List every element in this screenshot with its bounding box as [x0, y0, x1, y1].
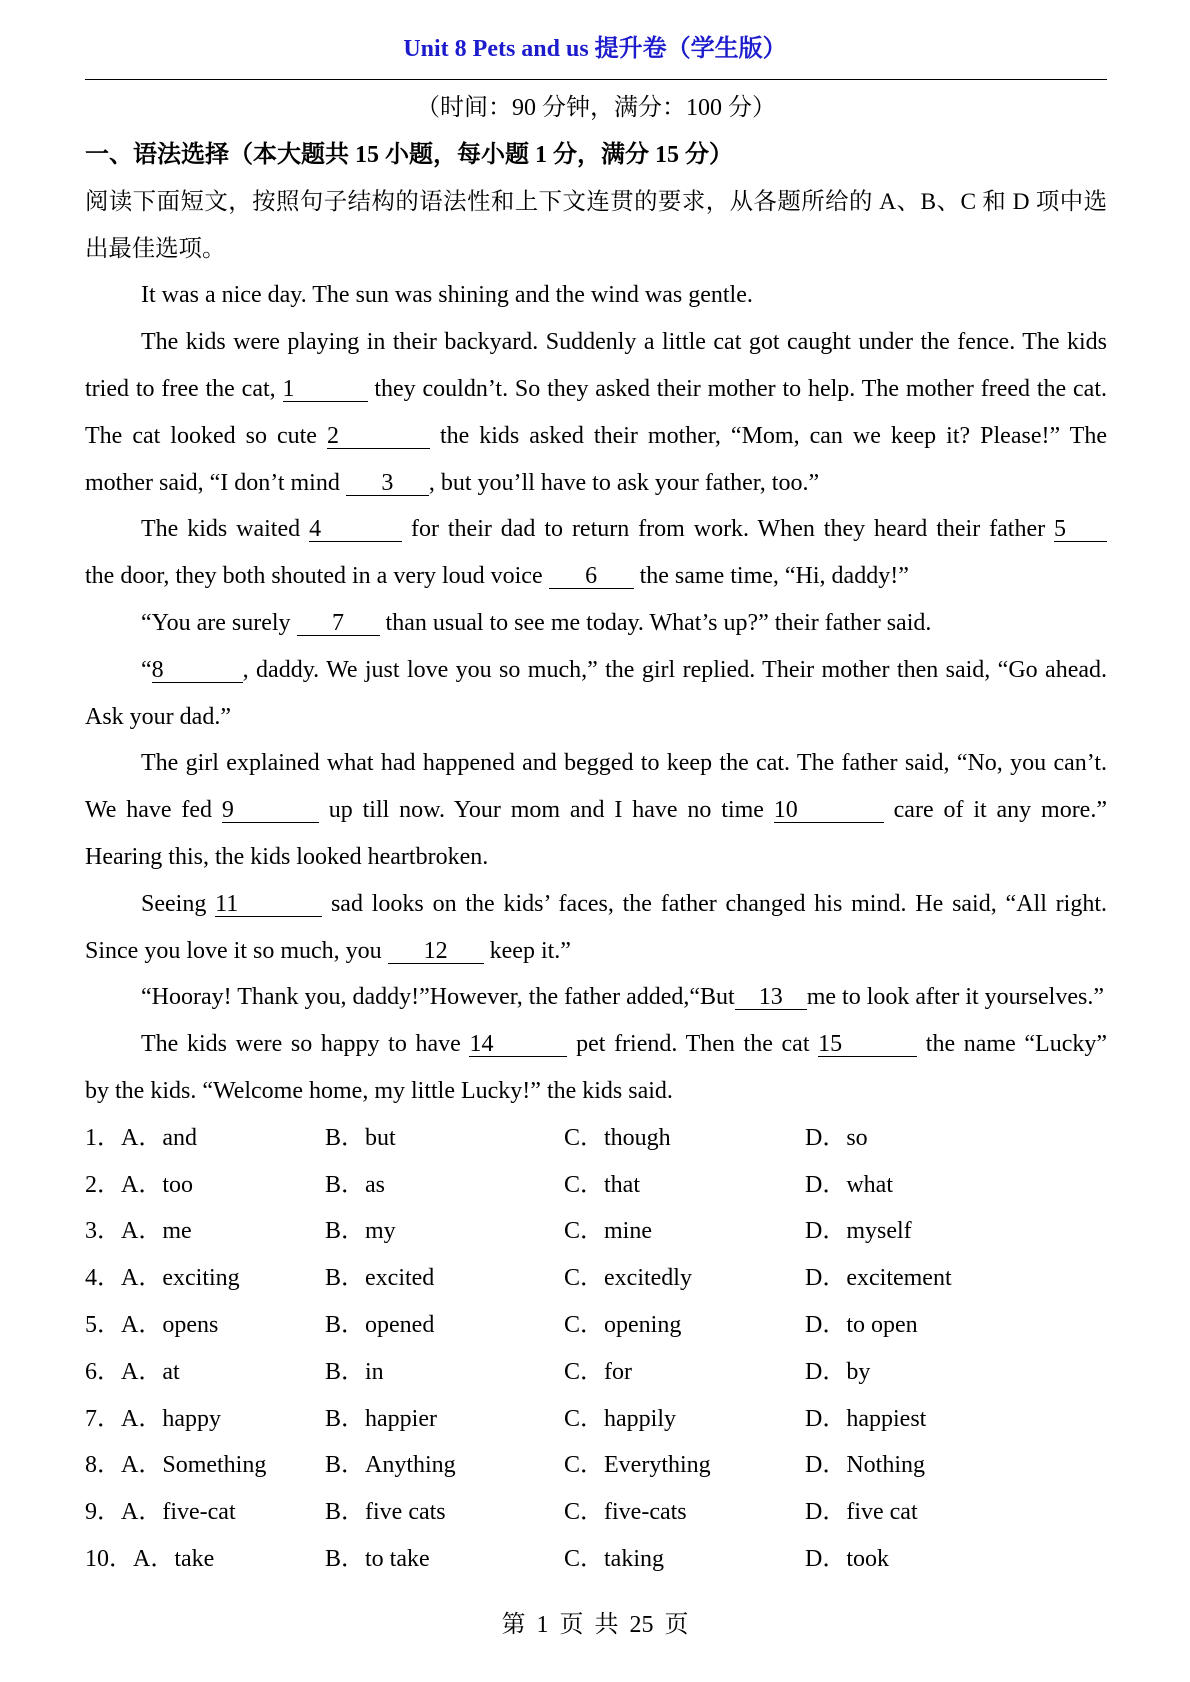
passage-text: “You are surely	[141, 609, 297, 636]
passage-text: The kids were playing in their backyard. Suddenly a little cat got caught under the fence. The kids	[141, 329, 1107, 356]
option-cell	[85, 1442, 266, 1489]
question-number: 2．	[85, 1171, 121, 1198]
option-text: as	[365, 1171, 386, 1198]
option-label: C．	[564, 1358, 605, 1385]
passage-text: pet friend. Then the cat	[567, 1031, 819, 1058]
passage-text: tried to free the cat,	[85, 375, 283, 402]
passage-text: We have fed	[85, 797, 222, 824]
passage-line	[85, 694, 1107, 741]
question-number: 6．	[85, 1358, 121, 1385]
passage-line	[85, 460, 1107, 507]
option-label: B．	[325, 1124, 366, 1151]
question-row	[85, 1489, 1107, 1536]
passage-text: It was a nice day. The sun was shining and the wind was gentle.	[141, 282, 753, 309]
option-cell	[564, 1442, 711, 1489]
option-text: Nothing	[846, 1452, 926, 1479]
answer-blank: 7	[297, 611, 380, 636]
answer-blank: 12	[388, 939, 484, 964]
passage-line	[85, 272, 1107, 319]
option-label: B．	[325, 1545, 366, 1572]
passage-text: keep it.”	[483, 937, 571, 964]
title-divider	[85, 79, 1107, 80]
question-row	[85, 1115, 1107, 1162]
option-text: happy	[162, 1405, 221, 1432]
option-label: D．	[805, 1124, 847, 1151]
option-label: B．	[325, 1358, 366, 1385]
option-cell	[85, 1536, 214, 1583]
option-cell	[805, 1115, 868, 1162]
question-row	[85, 1442, 1107, 1489]
option-text: take	[174, 1545, 215, 1572]
option-cell	[805, 1489, 918, 1536]
option-text: happiest	[846, 1405, 927, 1432]
option-text: happier	[365, 1405, 437, 1432]
answer-blank: 15	[818, 1032, 917, 1057]
option-cell	[805, 1208, 912, 1255]
option-cell	[85, 1349, 180, 1396]
option-text: but	[365, 1124, 396, 1151]
option-cell	[564, 1302, 681, 1349]
answer-blank: 10	[774, 798, 884, 823]
passage-text: by the kids. “Welcome home, my little Lucky!” the kids said.	[85, 1077, 673, 1104]
answer-blank: 5	[1054, 517, 1107, 542]
option-label: A．	[121, 1311, 163, 1338]
option-label: A．	[121, 1218, 163, 1245]
option-label: C．	[564, 1265, 605, 1292]
option-text: five-cat	[162, 1499, 236, 1526]
option-label: D．	[805, 1405, 847, 1432]
option-text: five cat	[846, 1499, 918, 1526]
answer-blank: 8	[152, 658, 243, 683]
option-label: B．	[325, 1311, 366, 1338]
passage-line	[85, 1021, 1107, 1068]
passage-paragraph	[85, 272, 1107, 319]
option-cell	[325, 1396, 437, 1443]
option-text: by	[846, 1358, 871, 1385]
question-row	[85, 1396, 1107, 1443]
option-label: B．	[325, 1171, 366, 1198]
option-label: A．	[121, 1171, 163, 1198]
answer-blank: 1	[283, 377, 368, 402]
passage-line	[85, 647, 1107, 694]
passage-line	[85, 319, 1107, 366]
option-text: for	[604, 1358, 632, 1385]
passage-paragraph	[85, 1021, 1107, 1115]
passage-text: “Hooray! Thank you, daddy!”However, the father added,“But	[141, 984, 735, 1011]
option-text: what	[846, 1171, 893, 1198]
passage-text: The kids waited	[141, 516, 310, 543]
passage-paragraph	[85, 647, 1107, 741]
question-row	[85, 1536, 1107, 1583]
option-label: A．	[121, 1499, 163, 1526]
option-cell	[85, 1255, 240, 1302]
option-text: myself	[846, 1218, 912, 1245]
option-cell	[805, 1349, 870, 1396]
option-text: that	[604, 1171, 641, 1198]
option-label: B．	[325, 1452, 366, 1479]
option-label: D．	[805, 1545, 847, 1572]
option-cell	[325, 1442, 456, 1489]
question-row	[85, 1162, 1107, 1209]
option-text: and	[162, 1124, 197, 1151]
option-text: in	[365, 1358, 384, 1385]
option-cell	[85, 1115, 197, 1162]
passage-text: , but you’ll have to ask your father, too.”	[428, 469, 820, 496]
option-cell	[325, 1349, 384, 1396]
passage-text: sad looks on the kids’ faces, the father changed his mind. He said, “All right.	[322, 890, 1107, 917]
option-label: D．	[805, 1452, 847, 1479]
question-row	[85, 1302, 1107, 1349]
passage-paragraph	[85, 319, 1107, 506]
option-label: D．	[805, 1358, 847, 1385]
passage-line	[85, 600, 1107, 647]
option-text: excited	[365, 1265, 435, 1292]
option-cell	[85, 1162, 193, 1209]
option-cell	[564, 1349, 632, 1396]
passage-text: mother said, “I don’t mind	[85, 469, 346, 496]
answer-blank: 9	[222, 798, 319, 823]
option-text: excitement	[846, 1265, 952, 1292]
passage-text: the same time, “Hi, daddy!”	[633, 563, 909, 590]
option-text: to take	[365, 1545, 430, 1572]
option-cell	[325, 1115, 396, 1162]
option-cell	[325, 1162, 385, 1209]
option-label: C．	[564, 1124, 605, 1151]
answer-blank: 2	[327, 424, 430, 449]
option-label: C．	[564, 1545, 605, 1572]
option-cell	[325, 1302, 434, 1349]
question-number: 5．	[85, 1311, 121, 1338]
option-text: to open	[846, 1311, 918, 1338]
option-cell	[325, 1536, 430, 1583]
section-instructions	[85, 179, 1107, 273]
passage-text: they couldn’t. So they asked their mother to help. The mother freed the cat.	[367, 375, 1107, 402]
answer-blank: 3	[346, 471, 429, 496]
exam-time-score: （时间：90 分钟，满分：100 分）	[416, 95, 776, 122]
option-cell	[564, 1162, 640, 1209]
passage-paragraph	[85, 600, 1107, 647]
passage-text: Hearing this, the kids looked heartbroken.	[85, 843, 489, 870]
question-number: 7．	[85, 1405, 121, 1432]
page-number: 第 1 页 共 25 页	[501, 1612, 689, 1638]
option-text: mine	[604, 1218, 653, 1245]
question-row	[85, 1349, 1107, 1396]
question-number: 10．	[85, 1545, 133, 1572]
question-list	[85, 1115, 1107, 1583]
option-text: my	[365, 1218, 396, 1245]
passage-text: for their dad to return from work. When they heard their father	[402, 516, 1055, 543]
question-number: 1．	[85, 1124, 121, 1151]
section-heading: 一、语法选择（本大题共 15 小题，每小题 1 分，满分 15 分）	[85, 141, 733, 168]
passage-text: The kids were so happy to have	[141, 1031, 470, 1058]
option-cell	[805, 1536, 889, 1583]
question-row	[85, 1255, 1107, 1302]
page-title: Unit 8 Pets and us 提升卷（学生版）	[403, 36, 787, 62]
option-label: A．	[121, 1452, 163, 1479]
passage-text: Ask your dad.”	[85, 703, 231, 730]
option-text: Anything	[365, 1452, 456, 1479]
option-label: A．	[133, 1545, 175, 1572]
passage-line	[85, 413, 1107, 460]
option-label: A．	[121, 1405, 163, 1432]
answer-blank: 13	[735, 985, 807, 1010]
option-label: B．	[325, 1405, 366, 1432]
option-cell	[805, 1255, 952, 1302]
option-text: me	[162, 1218, 192, 1245]
passage-line	[85, 881, 1107, 928]
question-number: 8．	[85, 1452, 121, 1479]
passage-paragraph	[85, 974, 1107, 1021]
option-cell	[805, 1162, 893, 1209]
option-cell	[564, 1489, 687, 1536]
option-cell	[564, 1396, 676, 1443]
passage-text: the door, they both shouted in a very loud voice	[85, 563, 549, 590]
passage-text: the kids asked their mother, “Mom, can we keep it? Please!” The	[429, 422, 1107, 449]
option-label: C．	[564, 1218, 605, 1245]
option-text: happily	[604, 1405, 677, 1432]
option-label: B．	[325, 1265, 366, 1292]
option-cell	[805, 1442, 925, 1489]
option-text: though	[604, 1124, 671, 1151]
passage-text: than usual to see me today. What’s up?” their father said.	[379, 609, 932, 636]
passage-line	[85, 834, 1107, 881]
option-label: D．	[805, 1499, 847, 1526]
option-cell	[564, 1208, 652, 1255]
option-label: D．	[805, 1171, 847, 1198]
option-cell	[805, 1302, 918, 1349]
passage-line	[85, 787, 1107, 834]
passage-text: the name “Lucky”	[917, 1031, 1107, 1058]
answer-blank: 4	[309, 517, 402, 542]
question-number: 3．	[85, 1218, 121, 1245]
option-text: opened	[365, 1311, 435, 1338]
passage-paragraph	[85, 881, 1107, 975]
option-text: took	[846, 1545, 890, 1572]
document-body	[85, 85, 1107, 1583]
option-label: B．	[325, 1499, 366, 1526]
passage-line	[85, 366, 1107, 413]
option-text: opens	[162, 1311, 219, 1338]
option-cell	[325, 1208, 396, 1255]
passage-paragraph	[85, 740, 1107, 880]
option-text: opening	[604, 1311, 682, 1338]
option-text: Everything	[604, 1452, 711, 1479]
option-label: C．	[564, 1311, 605, 1338]
passage-line	[85, 928, 1107, 975]
option-text: exciting	[162, 1265, 240, 1292]
passage-line	[85, 1068, 1107, 1115]
question-row	[85, 1208, 1107, 1255]
option-text: so	[846, 1124, 868, 1151]
answer-blank: 11	[215, 892, 322, 917]
passage-text: me to look after it yourselves.”	[806, 984, 1104, 1011]
option-label: D．	[805, 1265, 847, 1292]
passage-paragraph	[85, 506, 1107, 600]
option-cell	[325, 1255, 434, 1302]
option-text: five-cats	[604, 1499, 687, 1526]
option-label: C．	[564, 1171, 605, 1198]
passage-text: , daddy. We just love you so much,” the girl replied. Their mother then said, “Go ahead.	[242, 656, 1107, 683]
option-cell	[805, 1396, 926, 1443]
instruction-line: 阅读下面短文，按照句子结构的语法性和上下文连贯的要求，从各题所给的 A、B、C 和 D 项中选	[85, 188, 1107, 215]
option-label: A．	[121, 1124, 163, 1151]
option-cell	[325, 1489, 446, 1536]
passage-line	[85, 506, 1107, 553]
option-text: taking	[604, 1545, 665, 1572]
option-cell	[564, 1255, 692, 1302]
option-label: D．	[805, 1311, 847, 1338]
passage-text: The girl explained what had happened and begged to keep the cat. The father said, “No, you can’t.	[141, 750, 1107, 777]
option-cell	[564, 1115, 671, 1162]
option-text: too	[162, 1171, 194, 1198]
option-label: C．	[564, 1405, 605, 1432]
option-cell	[85, 1208, 192, 1255]
passage-text: “	[141, 656, 152, 683]
option-label: A．	[121, 1358, 163, 1385]
option-cell	[85, 1489, 236, 1536]
option-text: at	[162, 1358, 180, 1385]
option-cell	[85, 1396, 221, 1443]
option-label: C．	[564, 1499, 605, 1526]
question-number: 9．	[85, 1499, 121, 1526]
passage-text: care of it any more.”	[883, 797, 1107, 824]
answer-blank: 14	[469, 1032, 567, 1057]
option-text: Something	[162, 1452, 267, 1479]
passage-text: up till now. Your mom and I have no time	[318, 797, 774, 824]
option-text: excitedly	[604, 1265, 692, 1292]
passage-line	[85, 553, 1107, 600]
passage-text: Seeing	[141, 890, 216, 917]
option-cell	[85, 1302, 218, 1349]
option-label: C．	[564, 1452, 605, 1479]
option-label: A．	[121, 1265, 163, 1292]
option-cell	[564, 1536, 664, 1583]
option-label: D．	[805, 1218, 847, 1245]
option-text: five cats	[365, 1499, 446, 1526]
passage-text: The cat looked so cute	[85, 422, 327, 449]
question-number: 4．	[85, 1265, 121, 1292]
answer-blank: 6	[549, 564, 634, 589]
passage-text: Since you love it so much, you	[85, 937, 388, 964]
passage	[85, 272, 1107, 1114]
instruction-line: 出最佳选项。	[85, 235, 226, 262]
option-label: B．	[325, 1218, 366, 1245]
passage-line	[85, 740, 1107, 787]
passage-line	[85, 974, 1107, 1021]
